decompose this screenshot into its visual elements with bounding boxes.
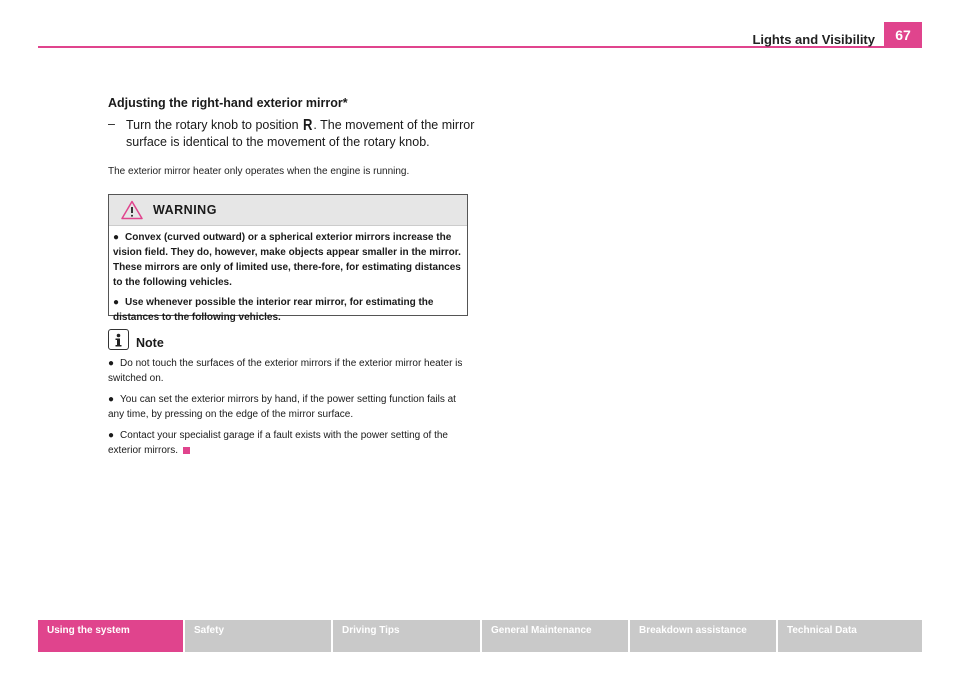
warning-box: [108, 194, 468, 323]
bullet-icon: ●: [108, 394, 115, 405]
warning-header: [109, 195, 467, 226]
note-item: ● Contact your specialist garage if a fault exists with the power setting of the exterior mirrors.: [108, 430, 448, 456]
footer-tab-driving-tips[interactable]: Driving Tips: [333, 620, 480, 652]
step-dash: –: [108, 117, 115, 131]
bullet-icon: ●: [108, 358, 115, 369]
warning-item: ● Convex (curved outward) or a spherical exterior mirrors increase the vision field. They do, however, make objects appear smaller in the mirror. These mirrors are only of limited use, there-fore, for estimating distances to the following vehicles.: [113, 232, 461, 288]
warning-triangle-icon: [121, 200, 143, 220]
instruction-step: [108, 116, 478, 151]
heater-note: The exterior mirror heater only operates when the engine is running.: [108, 166, 410, 177]
note-item: ● Do not touch the surfaces of the exterior mirrors if the exterior mirror heater is switched on.: [108, 358, 463, 384]
warning-item: ● Use whenever possible the interior rear mirror, for estimating the distances to the following vehicles.: [113, 297, 434, 323]
footer-nav: [38, 620, 922, 652]
page-number: 67: [884, 22, 922, 48]
info-note-icon: [108, 329, 129, 350]
footer-tab-general-maintenance[interactable]: General Maintenance: [482, 620, 628, 652]
bullet-icon: ●: [113, 297, 120, 308]
warning-title: WARNING: [153, 203, 217, 217]
step-text-after: . The movement of the mirror surface is identical to the movement of the rotary knob.: [126, 118, 475, 149]
step-text-before: Turn the rotary knob to position: [126, 118, 299, 132]
footer-tab-technical-data[interactable]: Technical Data: [778, 620, 922, 652]
note-list: [108, 356, 470, 464]
note-title: Note: [136, 336, 164, 350]
footer-tab-breakdown-assistance[interactable]: Breakdown assistance: [630, 620, 776, 652]
section-title: Adjusting the right-hand exterior mirror*: [108, 96, 348, 110]
bullet-icon: ●: [108, 430, 115, 441]
bullet-icon: ●: [113, 232, 120, 243]
warning-body: [109, 226, 467, 325]
footer-tab-using-the-system[interactable]: Using the system: [38, 620, 183, 652]
step-text: [108, 116, 478, 151]
knob-position-r-icon: R: [303, 115, 313, 134]
chapter-title: Lights and Visibility: [752, 32, 875, 47]
footer-tab-safety[interactable]: Safety: [185, 620, 331, 652]
note-item: ● You can set the exterior mirrors by hand, if the power setting function fails at any time, by pressing on the edge of the mirror surface.: [108, 394, 456, 420]
note-header: [108, 326, 164, 350]
section-end-icon: [183, 447, 190, 454]
